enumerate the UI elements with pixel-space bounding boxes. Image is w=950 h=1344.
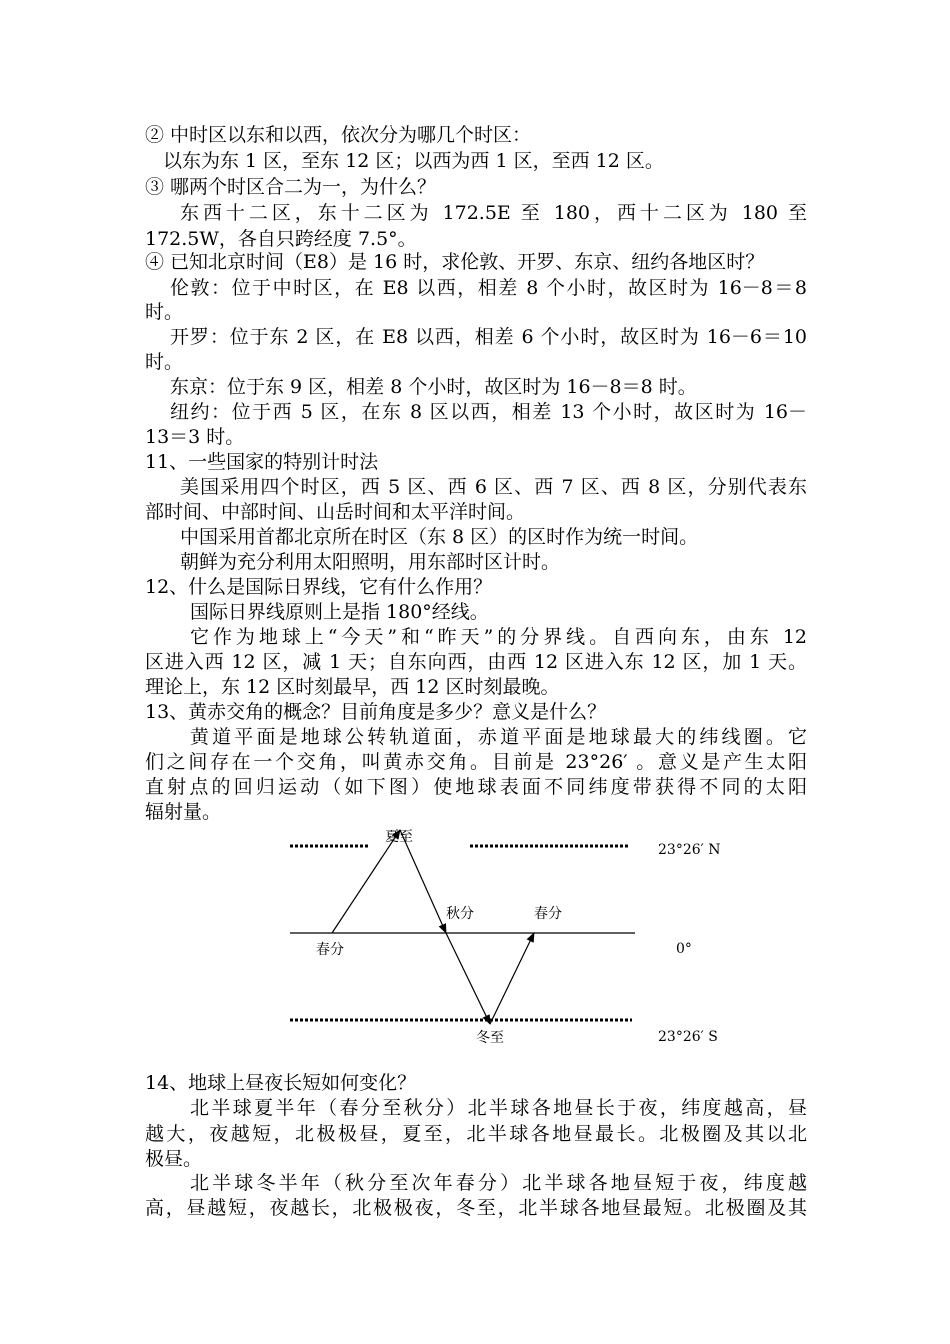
answer-cairo: 开罗：位于东 2 区，在 E8 以西，相差 6 个小时，故区时为 16－6＝10 — [170, 326, 807, 348]
label-lat-south: 23°26′ S — [658, 1029, 718, 1045]
answer-tokyo: 东京：位于东 9 区，相差 8 个小时，故区时为 16－8＝8 时。 — [170, 376, 697, 398]
paragraph-text: 极昼。 — [145, 1148, 203, 1170]
answer-text: 以东为东 1 区，至东 12 区；以西为西 1 区，至西 12 区。 — [163, 150, 664, 172]
section-heading-12: 12、什么是国际日界线，它有什么作用？ — [145, 576, 493, 598]
paragraph-text: 北半球夏半年（春分至秋分）北半球各地昼长于夜，纬度越高，昼 — [190, 1097, 807, 1119]
answer-text: 时。 — [145, 301, 184, 323]
paragraph-text: 朝鲜为充分利用太阳照明，用东部时区计时。 — [180, 551, 561, 573]
answer-text: 东西十二区，东十二区为 172.5E 至 180，西十二区为 180 至 — [180, 202, 807, 224]
answer-newyork: 纽约：位于西 5 区，在东 8 区以西，相差 13 个小时，故区时为 16－ — [170, 401, 807, 423]
paragraph-text: 理论上，东 12 区时刻最早，西 12 区时刻最晚。 — [145, 676, 560, 698]
paragraph-text: 国际日界线原则上是指 180°经线。 — [190, 601, 489, 623]
label-winter-solstice: 冬至 — [476, 1030, 504, 1046]
answer-london: 伦敦：位于中时区，在 E8 以西，相差 8 个小时，故区时为 16－8＝8 — [170, 277, 807, 299]
paragraph-text: 北半球冬半年（秋分至次年春分）北半球各地昼短于夜，纬度越 — [190, 1172, 807, 1194]
label-spring-equinox-left: 春分 — [316, 942, 344, 958]
label-summer-solstice: 夏至 — [385, 829, 413, 845]
answer-text: 时。 — [145, 351, 184, 373]
paragraph-text: 直射点的回归运动（如下图）使地球表面不同纬度带获得不同的太阳 — [145, 776, 807, 798]
label-lat-north: 23°26′ N — [658, 842, 721, 858]
paragraph-text: 部时间、中部时间、山岳时间和太平洋时间。 — [145, 501, 526, 523]
path-summer-to-autumn — [400, 830, 446, 933]
question-item-3: ③ 哪两个时区合二为一，为什么？ — [145, 176, 437, 198]
answer-text: 172.5W，各自只跨经度 7.5°。 — [145, 228, 417, 250]
section-heading-14: 14、地球上昼夜长短如何变化？ — [145, 1072, 417, 1094]
path-winter-to-spring — [490, 933, 534, 1024]
section-heading-11: 11、一些国家的特别计时法 — [145, 451, 379, 473]
paragraph-text: 辐射量。 — [145, 801, 222, 823]
paragraph-text: 美国采用四个时区，西 5 区、西 6 区、西 7 区、西 8 区，分别代表东 — [180, 476, 807, 498]
answer-text: 13＝3 时。 — [145, 426, 245, 448]
paragraph-text: 黄道平面是地球公转轨道面，赤道平面是地球最大的纬线圈。它 — [190, 726, 807, 748]
label-lat-equator: 0° — [676, 941, 692, 957]
paragraph-text: 们之间存在一个交角，叫黄赤交角。目前是 23°26′ 。意义是产生太阳 — [145, 751, 807, 773]
subsolar-point-migration-diagram — [280, 820, 760, 1055]
label-autumn-equinox: 秋分 — [446, 906, 474, 922]
paragraph-text: 它作为地球上“今天”和“昨天”的分界线。自西向东，由东 12 — [190, 626, 807, 648]
label-spring-equinox-right: 春分 — [534, 906, 562, 922]
paragraph-text: 越大，夜越短，北极极昼，夏至，北半球各地昼最长。北极圈及其以北 — [145, 1123, 807, 1145]
paragraph-text: 高，昼越短，夜越长，北极极夜，冬至，北半球各地昼最短。北极圈及其 — [145, 1197, 807, 1219]
question-item-4: ④ 已知北京时间（E8）是 16 时，求伦敦、开罗、东京、纽约各地区时？ — [145, 251, 765, 273]
section-heading-13: 13、黄赤交角的概念？目前角度是多少？意义是什么？ — [145, 701, 607, 723]
paragraph-text: 区进入西 12 区，减 1 天；自东向西，由西 12 区进入东 12 区，加 1 天。 — [145, 651, 807, 673]
question-item-2: ② 中时区以东和以西，依次分为哪几个时区： — [145, 124, 532, 146]
path-autumn-to-winter — [446, 933, 490, 1024]
paragraph-text: 中国采用首都北京所在时区（东 8 区）的区时作为统一时间。 — [180, 526, 699, 548]
